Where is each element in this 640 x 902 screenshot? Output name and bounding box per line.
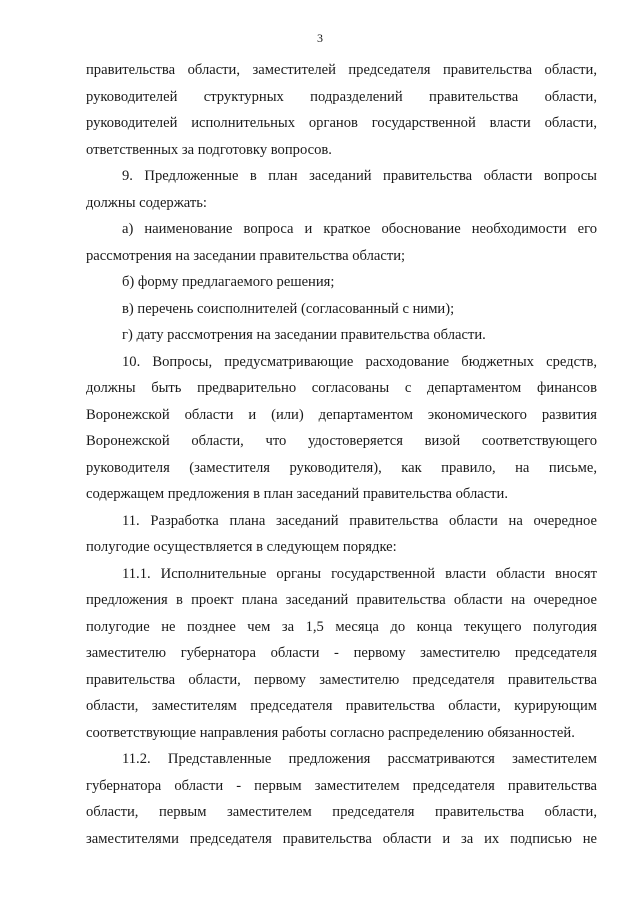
text-line: правительства области, заместителей председателя правительства области, (86, 62, 597, 78)
text-line: области, первым заместителем председателя правительства области, (86, 804, 597, 820)
text-line: Воронежской области, что удостоверяется визой соответствующего (86, 433, 597, 449)
paragraph-item-9b (86, 269, 597, 296)
text-line: полугодие осуществляется в следующем порядке: (86, 539, 397, 555)
paragraph-continuation (86, 57, 597, 163)
text-line: 11.1. Исполнительные органы государственной власти области вносят (122, 565, 597, 582)
text-line: области, заместителям председателя правительства области, курирующим (86, 698, 597, 714)
page-number: 3 (317, 31, 323, 45)
text-line: соответствующие направления работы согласно распределению обязанностей. (86, 724, 575, 741)
text-line: руководителей исполнительных органов государственной власти области, (86, 115, 597, 131)
text-line: 10. Вопросы, предусматривающие расходование бюджетных средств, (122, 353, 597, 370)
text-line: а) наименование вопроса и краткое обоснование необходимости его (122, 221, 597, 237)
text-line: должны быть предварительно согласованы с департаментом финансов (86, 380, 597, 396)
paragraph-item-9 (86, 163, 597, 216)
text-line: 11.2. Представленные предложения рассматриваются заместителем (122, 751, 597, 767)
paragraph-item-10 (86, 349, 597, 508)
paragraph-item-9c (86, 296, 597, 323)
paragraph-item-11-1 (86, 561, 597, 747)
text-line: г) дату рассмотрения на заседании правительства области. (122, 327, 486, 343)
text-line: содержащем предложения в план заседаний правительства области. (86, 486, 509, 502)
text-line: рассмотрения на заседании правительства области; (86, 247, 406, 264)
paragraph-item-11-2 (86, 746, 597, 852)
text-line: правительства области, первому заместителю председателя правительства (86, 671, 597, 688)
paragraph-item-9d (86, 322, 597, 349)
text-line: руководителей структурных подразделений правительства области, (86, 88, 597, 105)
text-line: должны содержать: (86, 194, 207, 211)
text-line: губернатора области - первым заместителем председателя правительства (86, 777, 597, 794)
text-line: 9. Предложенные в план заседаний правительства области вопросы (122, 168, 597, 184)
text-line: заместителями председателя правительства области и за их подписью не (86, 830, 597, 847)
document-body (86, 57, 597, 852)
text-line: в) перечень соисполнителей (согласованный с ними); (122, 300, 455, 317)
text-line: ответственных за подготовку вопросов. (86, 141, 332, 158)
paragraph-item-9a (86, 216, 597, 269)
text-line: заместителю губернатора области - первому заместителю председателя (86, 645, 597, 661)
text-line: б) форму предлагаемого решения; (122, 274, 335, 290)
text-line: руководителя (заместителя руководителя), как правило, на письме, (86, 459, 597, 476)
text-line: 11. Разработка плана заседаний правительства области на очередное (122, 512, 597, 529)
text-line: предложения в проект плана заседаний правительства области на очередное (86, 592, 597, 608)
text-line: полугодие не позднее чем за 1,5 месяца до конца текущего полугодия (86, 618, 597, 635)
paragraph-item-11 (86, 508, 597, 561)
text-line: Воронежской области и (или) департаментом экономического развития (86, 406, 597, 423)
